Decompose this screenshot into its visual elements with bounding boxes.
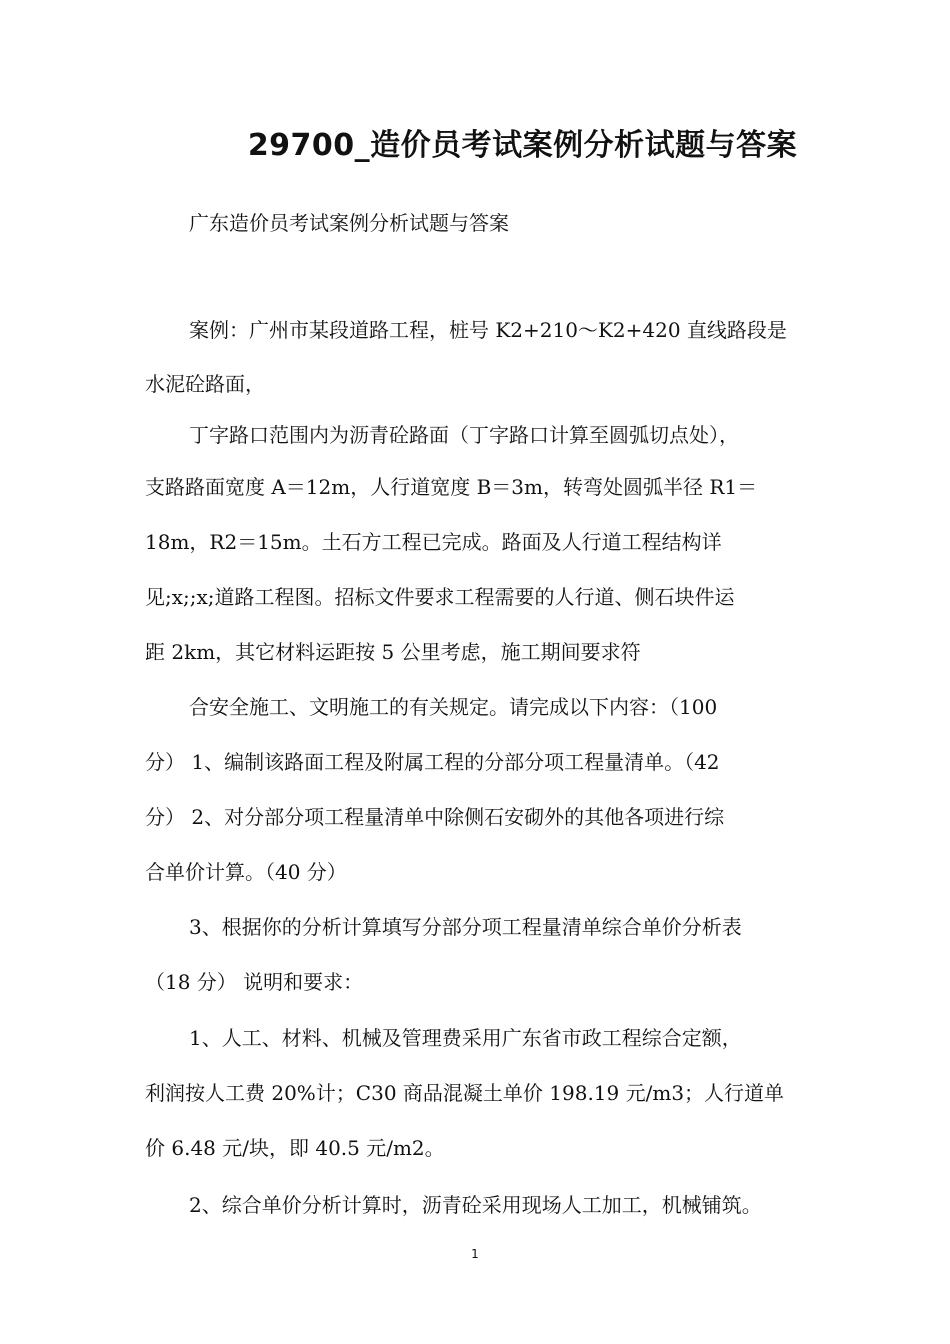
paragraph-line: 距 2km，其它材料运距按 5 公里考虑，施工期间要求符 — [145, 640, 641, 664]
document-title: 29700_造价员考试案例分析试题与答案 — [247, 128, 798, 163]
paragraph-line: 1、人工、材料、机械及管理费采用广东省市政工程综合定额， — [189, 1026, 742, 1050]
paragraph-line: 分） 1、编制该路面工程及附属工程的分部分项工程量清单。（42 — [145, 750, 720, 774]
paragraph-line: （18 分） 说明和要求： — [145, 970, 364, 994]
paragraph-line: 水泥砼路面， — [145, 372, 265, 396]
paragraph-line: 支路路面宽度 A＝12m，人行道宽度 B＝3m，转弯处圆弧半径 R1＝ — [145, 475, 758, 499]
paragraph-line: 见;x;;x;道路工程图。招标文件要求工程需要的人行道、侧石块件运 — [145, 585, 735, 609]
page-number: 1 — [471, 1247, 479, 1261]
paragraph-line: 3、根据你的分析计算填写分部分项工程量清单综合单价分析表 — [189, 915, 742, 939]
paragraph-line: 利润按人工费 20%计；C30 商品混凝土单价 198.19 元/m3；人行道单 — [145, 1081, 785, 1105]
paragraph-line: 案例：广州市某段道路工程，桩号 K2+210～K2+420 直线路段是 — [189, 318, 787, 342]
paragraph-line: 2、综合单价分析计算时，沥青砼采用现场人工加工，机械铺筑。 — [189, 1193, 762, 1217]
document-subtitle: 广东造价员考试案例分析试题与答案 — [189, 211, 509, 235]
paragraph-line: 丁字路口范围内为沥青砼路面（丁字路口计算至圆弧切点处）， — [189, 423, 739, 447]
paragraph-line: 合安全施工、文明施工的有关规定。请完成以下内容：（100 — [189, 695, 718, 719]
paragraph-line: 分） 2、对分部分项工程量清单中除侧石安砌外的其他各项进行综 — [145, 805, 725, 829]
paragraph-line: 价 6.48 元/块，即 40.5 元/m2。 — [145, 1136, 445, 1160]
paragraph-line: 18m，R2＝15m。土石方工程已完成。路面及人行道工程结构详 — [145, 530, 722, 554]
paragraph-line: 合单价计算。（40 分） — [145, 860, 347, 884]
